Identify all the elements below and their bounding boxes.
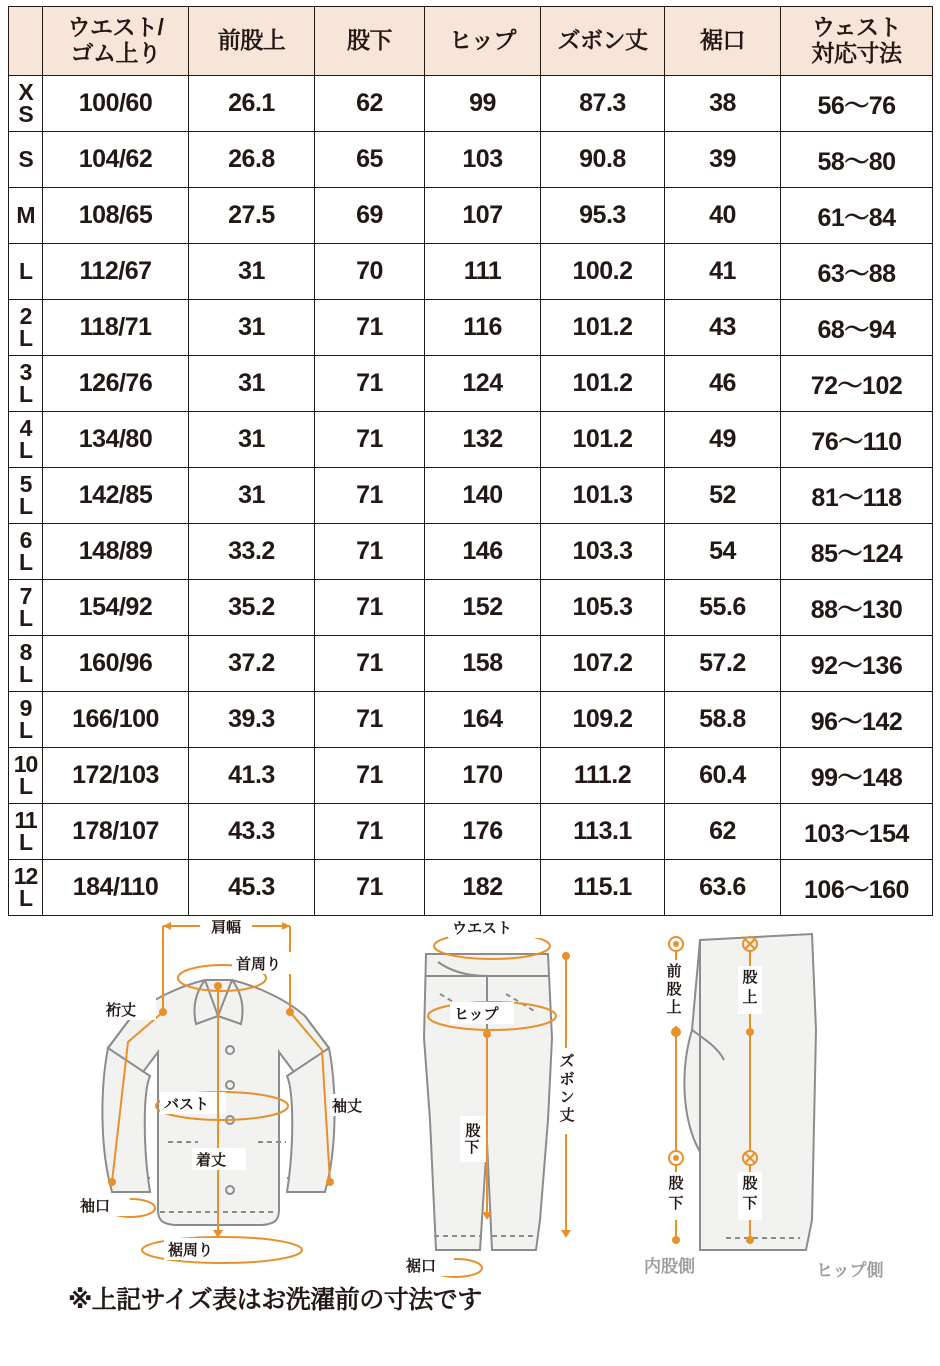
- header-line: 裾口: [700, 27, 745, 54]
- label-hem-opening: 裾口: [406, 1258, 437, 1275]
- table-cell-5: 57.2: [665, 636, 781, 692]
- table-cell-0: 104/62: [43, 132, 189, 188]
- size-label-line: 11: [14, 806, 37, 833]
- svg-text:下: 下: [464, 1139, 480, 1156]
- table-row: [9, 804, 933, 860]
- size-table-head: [9, 7, 933, 76]
- size-table-body: [9, 76, 933, 916]
- size-label-line: 4: [19, 414, 32, 441]
- label-waist: ウエスト: [452, 920, 513, 937]
- table-cell-1: 26.8: [189, 132, 315, 188]
- header-inseam: [315, 7, 425, 76]
- table-cell-4: 100.2: [541, 244, 665, 300]
- size-label: [9, 692, 43, 748]
- table-row: [9, 860, 933, 916]
- table-cell-3: 116: [425, 300, 541, 356]
- table-cell-5: 43: [665, 300, 781, 356]
- table-row: [9, 636, 933, 692]
- size-label-line: 2: [19, 302, 32, 329]
- table-row: [9, 188, 933, 244]
- table-row: [9, 244, 933, 300]
- table-cell-2: 71: [315, 692, 425, 748]
- table-row: [9, 300, 933, 356]
- table-cell-0: 172/103: [43, 748, 189, 804]
- table-cell-2: 71: [315, 636, 425, 692]
- size-label: [9, 860, 43, 916]
- label-pants-length: ズ: [559, 1053, 575, 1070]
- table-cell-2: 71: [315, 524, 425, 580]
- table-cell-3: 170: [425, 748, 541, 804]
- table-row: [9, 132, 933, 188]
- table-cell-4: 95.3: [541, 188, 665, 244]
- table-cell-4: 113.1: [541, 804, 665, 860]
- table-cell-3: 103: [425, 132, 541, 188]
- header-waist-fit: [781, 7, 933, 76]
- size-label: [9, 244, 43, 300]
- table-cell-4: 101.2: [541, 356, 665, 412]
- table-cell-1: 31: [189, 412, 315, 468]
- table-cell-1: 39.3: [189, 692, 315, 748]
- table-cell-0: 178/107: [43, 804, 189, 860]
- table-cell-6: 61〜84: [781, 188, 933, 244]
- table-cell-5: 38: [665, 76, 781, 132]
- size-table: [8, 6, 933, 916]
- table-cell-3: 176: [425, 804, 541, 860]
- header-waist-rubber: [43, 7, 189, 76]
- size-label: [9, 524, 43, 580]
- size-label: [9, 748, 43, 804]
- table-cell-2: 69: [315, 188, 425, 244]
- table-cell-3: 152: [425, 580, 541, 636]
- svg-text:下: 下: [742, 1195, 758, 1212]
- svg-text:ボ: ボ: [559, 1071, 575, 1088]
- table-cell-4: 109.2: [541, 692, 665, 748]
- label-yuki: 裄丈: [106, 1002, 137, 1019]
- table-cell-1: 33.2: [189, 524, 315, 580]
- table-cell-1: 45.3: [189, 860, 315, 916]
- size-label-line: L: [18, 257, 33, 284]
- header-line: ズボン丈: [557, 27, 648, 54]
- table-cell-0: 108/65: [43, 188, 189, 244]
- table-cell-0: 184/110: [43, 860, 189, 916]
- svg-text:下: 下: [668, 1195, 684, 1212]
- table-cell-1: 37.2: [189, 636, 315, 692]
- table-cell-6: 106〜160: [781, 860, 933, 916]
- size-label-line: L: [18, 716, 33, 743]
- size-label: [9, 468, 43, 524]
- size-label-line: 10: [13, 750, 38, 777]
- size-label-line: 9: [19, 694, 32, 721]
- header-line: ウエスト/: [67, 14, 164, 41]
- label-sleeve: 袖丈: [332, 1098, 363, 1115]
- svg-text:股: 股: [666, 981, 682, 998]
- table-cell-2: 71: [315, 748, 425, 804]
- header-line: 股下: [347, 27, 392, 54]
- size-label: [9, 412, 43, 468]
- label-bust: バスト: [164, 1096, 210, 1113]
- size-label-line: L: [18, 828, 33, 855]
- label-front-rise: 前: [666, 963, 682, 980]
- label-detail-crotch: 股: [742, 1175, 758, 1192]
- table-cell-0: 126/76: [43, 356, 189, 412]
- table-cell-5: 62: [665, 804, 781, 860]
- size-label-line: 5: [19, 470, 32, 497]
- table-cell-5: 40: [665, 188, 781, 244]
- table-cell-1: 31: [189, 356, 315, 412]
- table-cell-3: 182: [425, 860, 541, 916]
- table-row: [9, 580, 933, 636]
- table-cell-5: 63.6: [665, 860, 781, 916]
- table-cell-1: 35.2: [189, 580, 315, 636]
- table-cell-6: 76〜110: [781, 412, 933, 468]
- size-label: [9, 580, 43, 636]
- size-label: [9, 636, 43, 692]
- table-cell-2: 71: [315, 412, 425, 468]
- size-label-line: L: [18, 548, 33, 575]
- header-corner: [9, 7, 43, 76]
- label-length: 着丈: [196, 1152, 227, 1169]
- label-detail-inseam: 股: [668, 1175, 684, 1192]
- table-cell-3: 164: [425, 692, 541, 748]
- table-cell-5: 60.4: [665, 748, 781, 804]
- table-cell-1: 26.1: [189, 76, 315, 132]
- table-cell-0: 166/100: [43, 692, 189, 748]
- size-label-line: 6: [19, 526, 32, 553]
- measurement-figures: [0, 920, 940, 1320]
- size-label-line: 7: [19, 582, 32, 609]
- table-cell-2: 62: [315, 76, 425, 132]
- size-chart-page: [0, 6, 940, 1366]
- size-label: [9, 356, 43, 412]
- table-cell-6: 92〜136: [781, 636, 933, 692]
- table-cell-0: 160/96: [43, 636, 189, 692]
- table-cell-0: 100/60: [43, 76, 189, 132]
- table-cell-3: 107: [425, 188, 541, 244]
- size-label: [9, 804, 43, 860]
- pants-figure: [404, 920, 578, 1277]
- label-hem: 裾周り: [168, 1242, 214, 1259]
- figures-svg: [0, 920, 940, 1320]
- jacket-figure: [78, 920, 386, 1263]
- size-label-line: L: [18, 604, 33, 631]
- size-label-line: 8: [19, 638, 32, 665]
- table-row: [9, 748, 933, 804]
- table-cell-4: 87.3: [541, 76, 665, 132]
- table-cell-1: 31: [189, 468, 315, 524]
- svg-text:上: 上: [742, 989, 758, 1006]
- label-rise: 股: [742, 969, 758, 986]
- table-cell-5: 49: [665, 412, 781, 468]
- table-cell-6: 58〜80: [781, 132, 933, 188]
- size-label-line: L: [18, 884, 33, 911]
- table-cell-6: 68〜94: [781, 300, 933, 356]
- table-cell-0: 148/89: [43, 524, 189, 580]
- table-row: [9, 524, 933, 580]
- label-hip: ヒップ: [454, 1006, 499, 1023]
- table-cell-1: 27.5: [189, 188, 315, 244]
- table-cell-0: 118/71: [43, 300, 189, 356]
- size-label-line: L: [18, 660, 33, 687]
- table-cell-1: 31: [189, 244, 315, 300]
- table-cell-5: 41: [665, 244, 781, 300]
- size-label: [9, 188, 43, 244]
- svg-text:丈: 丈: [559, 1107, 575, 1124]
- size-label-line: L: [18, 492, 33, 519]
- table-cell-2: 71: [315, 300, 425, 356]
- table-cell-6: 85〜124: [781, 524, 933, 580]
- header-line: ゴム上り: [70, 40, 161, 66]
- table-cell-5: 54: [665, 524, 781, 580]
- table-cell-0: 142/85: [43, 468, 189, 524]
- size-label-line: 3: [19, 358, 32, 385]
- table-cell-5: 52: [665, 468, 781, 524]
- size-label-line: M: [16, 201, 35, 228]
- header-front-rise: [189, 7, 315, 76]
- table-cell-2: 65: [315, 132, 425, 188]
- table-cell-3: 99: [425, 76, 541, 132]
- table-cell-4: 111.2: [541, 748, 665, 804]
- label-cuff: 袖口: [80, 1198, 111, 1215]
- table-cell-2: 70: [315, 244, 425, 300]
- size-label-line: L: [18, 380, 33, 407]
- table-row: [9, 412, 933, 468]
- table-cell-4: 101.2: [541, 300, 665, 356]
- table-cell-3: 124: [425, 356, 541, 412]
- size-label-line: 12: [13, 862, 38, 889]
- header-line: ウェスト: [811, 14, 902, 41]
- header-line: 対応寸法: [811, 40, 902, 66]
- table-cell-4: 101.2: [541, 412, 665, 468]
- header-hip: [425, 7, 541, 76]
- table-cell-2: 71: [315, 356, 425, 412]
- table-row: [9, 356, 933, 412]
- table-cell-4: 107.2: [541, 636, 665, 692]
- table-cell-3: 146: [425, 524, 541, 580]
- table-cell-0: 134/80: [43, 412, 189, 468]
- header-line: ヒップ: [449, 27, 516, 54]
- rise-detail-figure: [644, 934, 884, 1280]
- table-cell-4: 103.3: [541, 524, 665, 580]
- table-cell-6: 63〜88: [781, 244, 933, 300]
- pre-wash-note: ※上記サイズ表はお洗濯前の寸法です: [68, 1286, 482, 1314]
- table-cell-5: 46: [665, 356, 781, 412]
- table-cell-4: 90.8: [541, 132, 665, 188]
- size-label-line: L: [18, 772, 33, 799]
- table-cell-6: 88〜130: [781, 580, 933, 636]
- table-cell-3: 158: [425, 636, 541, 692]
- size-label-line: X: [18, 78, 33, 105]
- table-cell-4: 101.3: [541, 468, 665, 524]
- table-cell-0: 112/67: [43, 244, 189, 300]
- header-pants-length: [541, 7, 665, 76]
- table-cell-2: 71: [315, 860, 425, 916]
- table-cell-6: 81〜118: [781, 468, 933, 524]
- table-cell-4: 115.1: [541, 860, 665, 916]
- table-cell-6: 72〜102: [781, 356, 933, 412]
- label-inner-side: 内股側: [644, 1257, 695, 1276]
- label-neck: 首周り: [236, 956, 282, 973]
- size-label: [9, 300, 43, 356]
- table-cell-2: 71: [315, 804, 425, 860]
- table-cell-3: 111: [425, 244, 541, 300]
- table-cell-6: 103〜154: [781, 804, 933, 860]
- size-label-line: L: [18, 324, 33, 351]
- table-cell-5: 55.6: [665, 580, 781, 636]
- size-label-line: S: [18, 145, 33, 172]
- table-cell-1: 43.3: [189, 804, 315, 860]
- table-cell-5: 58.8: [665, 692, 781, 748]
- label-inseam: 股: [463, 1122, 481, 1138]
- table-cell-6: 96〜142: [781, 692, 933, 748]
- table-cell-6: 56〜76: [781, 76, 933, 132]
- size-label-line: S: [18, 100, 33, 127]
- table-cell-5: 39: [665, 132, 781, 188]
- header-hem-opening: [665, 7, 781, 76]
- table-row: [9, 76, 933, 132]
- table-row: [9, 468, 933, 524]
- table-cell-6: 99〜148: [781, 748, 933, 804]
- table-cell-2: 71: [315, 580, 425, 636]
- table-cell-1: 41.3: [189, 748, 315, 804]
- table-cell-1: 31: [189, 300, 315, 356]
- svg-text:上: 上: [666, 999, 682, 1016]
- table-row: [9, 692, 933, 748]
- label-hip-side: ヒップ側: [816, 1261, 884, 1280]
- size-label: [9, 132, 43, 188]
- svg-text:ン: ン: [559, 1089, 575, 1106]
- label-shoulder: 肩幅: [210, 920, 242, 936]
- table-cell-4: 105.3: [541, 580, 665, 636]
- table-cell-0: 154/92: [43, 580, 189, 636]
- table-cell-3: 140: [425, 468, 541, 524]
- table-cell-3: 132: [425, 412, 541, 468]
- size-label: [9, 76, 43, 132]
- size-label-line: L: [18, 436, 33, 463]
- header-row: [9, 7, 933, 76]
- header-line: 前股上: [217, 27, 286, 54]
- table-cell-2: 71: [315, 468, 425, 524]
